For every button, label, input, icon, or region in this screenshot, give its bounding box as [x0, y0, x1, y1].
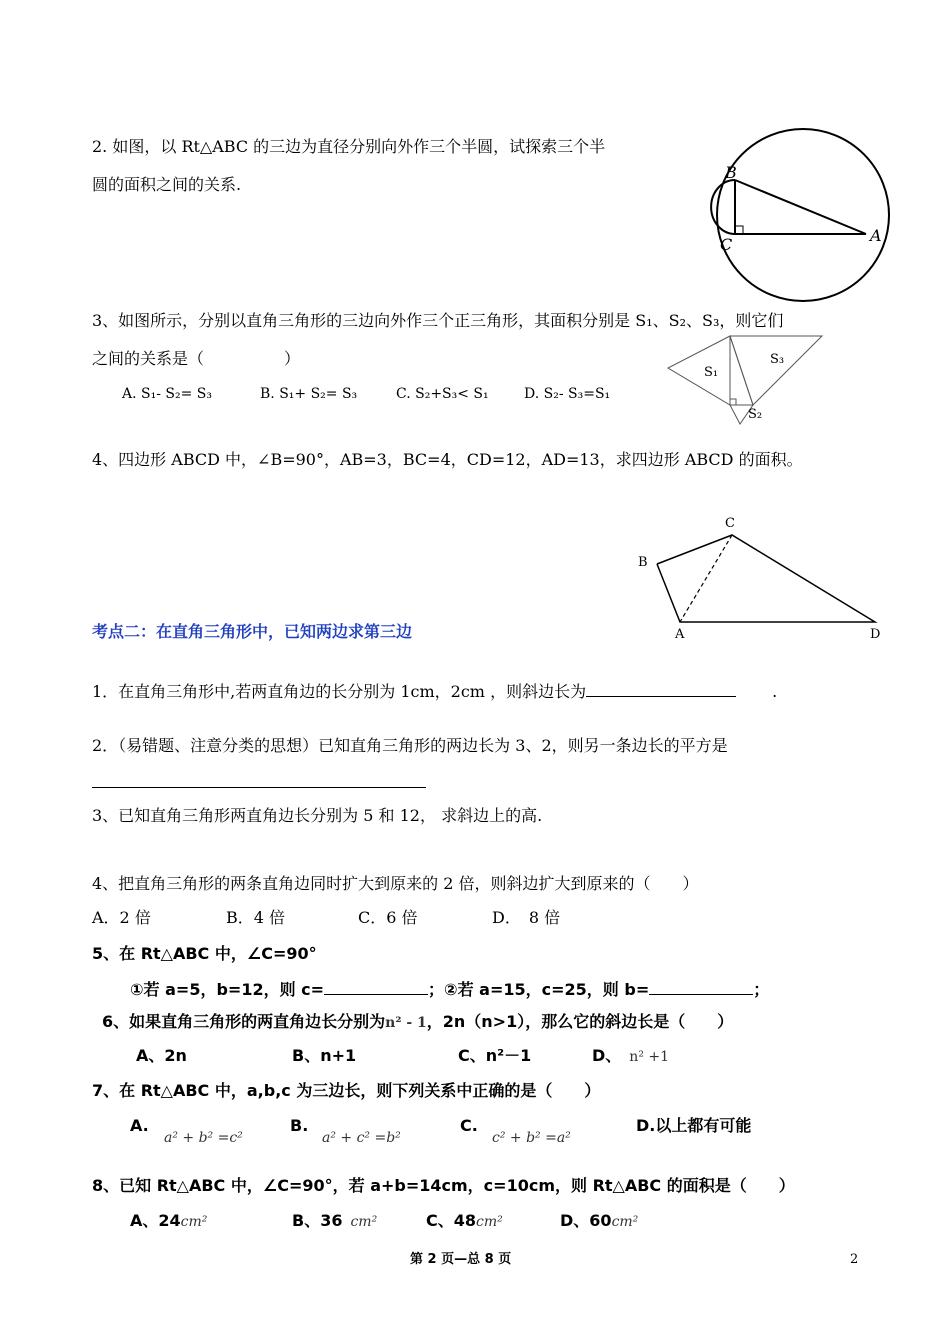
q4-label-d: D	[870, 627, 881, 642]
s2-q3: 3、已知直角三角形两直角边长分别为 5 和 12， 求斜边上的高.	[92, 806, 543, 825]
s2-q5-blank-c[interactable]	[324, 978, 428, 995]
q2-semicircle-figure	[700, 130, 900, 310]
q3-label-s1: S₁	[704, 365, 719, 380]
s2-q6-option-a: A、2n	[136, 1046, 187, 1065]
s2-q1	[92, 680, 777, 702]
q3-line2: 之间的关系是（ ）	[92, 349, 301, 368]
footer-page-number: 2	[850, 1252, 859, 1267]
s2-q6-option-d-label: D、	[592, 1046, 622, 1065]
s2-q8-unit-a: cm²	[180, 1214, 208, 1230]
s2-q5-end: ；	[753, 980, 770, 999]
q3-option-b: B. S₁+ S₂= S₃	[260, 386, 358, 402]
s2-q6-pre: 6、如果直角三角形的两直角边长分别为	[102, 1012, 386, 1031]
s2-q5: 5、在 Rt△ABC 中，∠C=90°	[92, 944, 317, 963]
q4-label-c: C	[725, 516, 735, 531]
q4-text: 4、四边形 ABCD 中，∠B=90°，AB=3，BC=4，CD=12，AD=13，求四边形 ABCD 的面积。	[92, 450, 803, 469]
q3-label-s3: S₃	[770, 352, 785, 367]
q3-label-s2: S₂	[748, 407, 763, 422]
s2-q6	[102, 1012, 733, 1033]
q3-line1: 3、如图所示，分别以直角三角形的三边向外作三个正三角形，其面积分别是 S₁、S₂、S₃，则它们	[92, 311, 784, 330]
s2-q7-label-a: A.	[130, 1116, 149, 1135]
s2-q8-unit-d: cm²	[611, 1214, 639, 1230]
s2-q2-blank[interactable]	[92, 787, 426, 788]
q4-label-b: B	[638, 555, 648, 570]
s2-q8-option-d-label: D、60	[560, 1211, 612, 1230]
s2-q5-part1: ①若 a=5，b=12，则 c=	[130, 980, 325, 999]
s2-q8-option-a-label: A、24	[130, 1211, 181, 1230]
s2-q4-option-a: A．2 倍	[92, 908, 151, 927]
q3-option-d: D. S₂- S₃=S₁	[524, 386, 611, 402]
s2-q8-option-a	[130, 1211, 207, 1232]
s2-q6-option-d	[592, 1046, 669, 1067]
s2-q4-option-d: D． 8 倍	[492, 908, 561, 927]
s2-q7-label-d: D.以上都有可能	[636, 1116, 752, 1135]
s2-q4-option-b: B．4 倍	[226, 908, 286, 927]
s2-q1-end: .	[772, 682, 778, 701]
q4-label-a: A	[675, 627, 685, 642]
s2-q8-option-c	[426, 1211, 503, 1232]
s2-q6-option-b: B、n+1	[292, 1046, 357, 1065]
s2-q4-option-c: C．6 倍	[358, 908, 418, 927]
s2-q7-math-a: a² + b² =c²	[164, 1130, 243, 1146]
s2-q6-option-d-math: n² +1	[629, 1049, 670, 1065]
s2-q6-option-c: C、n²－1	[458, 1046, 532, 1065]
s2-q5-parts	[130, 978, 769, 1000]
s2-q4: 4、把直角三角形的两条直角边同时扩大到原来的 2 倍，则斜边扩大到原来的（ ）	[92, 874, 699, 893]
footer-page-info: 第 2 页—总 8 页	[410, 1252, 512, 1267]
q3-triangle-figure	[660, 330, 830, 430]
section2-title: 考点二：在直角三角形中，已知两边求第三边	[92, 622, 413, 641]
s2-q8-option-c-label: C、48	[426, 1211, 477, 1230]
q2-label-b: B	[725, 163, 737, 182]
s2-q6-post: ，2n（n>1），那么它的斜边长是（ ）	[426, 1012, 734, 1031]
q3-option-c: C. S₂+S₃< S₁	[396, 386, 489, 402]
s2-q7-label-b: B.	[290, 1116, 309, 1135]
s2-q7-math-b: a² + c² =b²	[322, 1130, 401, 1146]
s2-q7-label-c: C.	[460, 1116, 478, 1135]
s2-q2: 2．（易错题、注意分类的思想）已知直角三角形的两边长为 3、2，则另一条边长的平方是	[92, 736, 728, 755]
s2-q8: 8、已知 Rt△ABC 中，∠C=90°，若 a+b=14cm，c=10cm，则 Rt△ABC 的面积是（ ）	[92, 1176, 795, 1195]
s2-q5-blank-b[interactable]	[649, 978, 753, 995]
q3-option-a: A. S₁- S₂= S₃	[122, 386, 212, 402]
q2-label-a: A	[870, 226, 882, 245]
s2-q1-text: 1．在直角三角形中,若两直角边的长分别为 1cm，2cm ，则斜边长为	[92, 682, 587, 701]
s2-q8-unit-b: cm²	[350, 1214, 378, 1230]
s2-q5-part2: ；②若 a=15，c=25，则 b=	[428, 980, 650, 999]
s2-q7: 7、在 Rt△ABC 中，a,b,c 为三边长，则下列关系中正确的是（ ）	[92, 1081, 601, 1100]
q2-label-c: C	[720, 235, 733, 254]
s2-q6-math: n² - 1	[385, 1015, 427, 1031]
q2-line2: 圆的面积之间的关系.	[92, 175, 242, 194]
s2-q8-option-d	[560, 1211, 638, 1232]
s2-q8-option-b	[292, 1211, 377, 1232]
s2-q8-option-b-label: B、36	[292, 1211, 343, 1230]
q4-quadrilateral-figure	[630, 510, 890, 645]
s2-q8-unit-c: cm²	[476, 1214, 503, 1230]
s2-q7-math-c: c² + b² =a²	[492, 1130, 571, 1146]
s2-q1-blank[interactable]	[586, 680, 736, 697]
q2-line1: 2. 如图，以 Rt△ABC 的三边为直径分别向外作三个半圆，试探索三个半	[92, 137, 606, 156]
